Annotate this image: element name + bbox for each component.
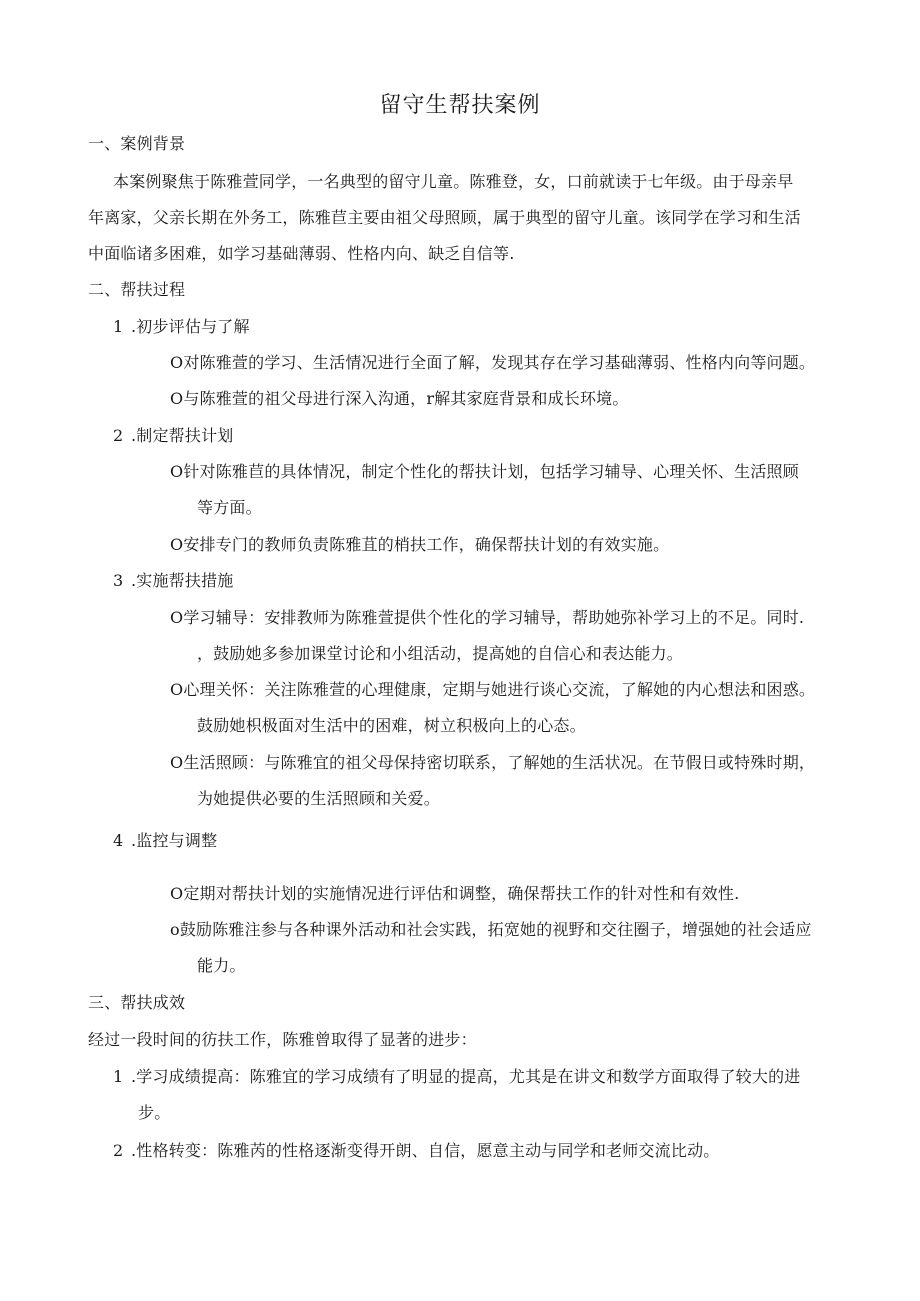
bullet-item: O心理关怀：关注陈雅萱的心理健康，定期与她进行谈心交流，了解她的内心想法和困惑。 <box>170 680 816 699</box>
bullet-item-continuation: 能力。 <box>197 956 246 975</box>
results-intro: 经过一段时间的彷扶工作，陈雅曾取得了显著的进步： <box>88 1030 477 1049</box>
bullet-item-continuation: 等方面。 <box>197 498 262 517</box>
bullet-item: O生活照顾：与陈雅宜的祖父母保持密切联系，了解她的生活状况。在节假日或特殊时期， <box>170 753 816 772</box>
background-paragraph-line-2: 年离家，父亲长期在外务工，陈雅苣主要由祖父母照顾，属于典型的留守儿童。该同学在学习和生活 <box>88 208 801 227</box>
step-title-plan: .制定帮扶计划 <box>131 426 234 445</box>
bullet-item: o鼓励陈雅注参与各种课外活动和社会实践，拓宽她的视野和交往圈子，增强她的社会适应 <box>170 920 812 939</box>
bullet-item: O学习辅导：安排教师为陈雅萱提供个性化的学习辅导，帮助她弥补学习上的不足。同时. <box>170 608 805 627</box>
step-number: 4 <box>113 831 124 850</box>
result-number: 1 <box>113 1067 124 1086</box>
bullet-item: O安排专门的教师负责陈雅苴的梢扶工作，确保帮扶计划的有效实施。 <box>170 535 670 554</box>
bullet-item-continuation: 鼓励她枳极面对生活中的困难，树立积极向上的心态。 <box>197 716 586 735</box>
bullet-item-continuation: 为她提供必要的生活照顾和关爱。 <box>197 789 441 808</box>
result-number: 2 <box>113 1141 124 1160</box>
step-title-implement: .实施帮扶措施 <box>131 571 234 590</box>
bullet-item: O定期对帮扶计划的实施情况进行评估和调整，确保帮扶工作的针对性和有效性. <box>170 884 740 903</box>
step-number: 2 <box>113 426 124 445</box>
step-number: 1 <box>113 317 124 336</box>
section-heading-background: 一、案例背景 <box>88 134 186 153</box>
result-item-grades: .学习成绩提高：陈雅宜的学习成绩有了明显的提高，尤其是在讲文和数学方面取得了较大的进 <box>131 1067 801 1086</box>
background-paragraph-line-3: 中面临诸多困难，如学习基础薄弱、性格内向、缺乏自信等. <box>88 244 515 263</box>
section-heading-results: 三、帮扶成效 <box>88 993 186 1012</box>
bullet-item: O对陈雅萱的学习、生活情况进行全面了解，发现其存在学习基础薄弱、性格内向等问题。 <box>170 353 816 372</box>
result-item-personality: .性格转变：陈雅芮的性格逐渐变得开朗、自信，愿意主动与同学和老师交流比动。 <box>131 1141 720 1160</box>
step-title-assessment: .初步评估与了解 <box>131 317 250 336</box>
result-item-continuation: 步。 <box>138 1103 171 1122</box>
step-number: 3 <box>113 571 124 590</box>
section-heading-process: 二、帮扶过程 <box>88 280 186 299</box>
bullet-item: O与陈雅萱的祖父母进行深入沟通，r解其家庭背景和成长环境。 <box>170 389 629 408</box>
step-title-monitor: .监控与调整 <box>131 831 218 850</box>
bullet-item-continuation: ，鼓励她多参加课堂讨论和小组活动，提高她的自信心和表达能力。 <box>197 644 684 663</box>
background-paragraph-line-1: 本案例聚焦于陈雅萱同学，一名典型的留守儿童。陈雅登，女，口前就读于七年级。由于母亲早 <box>113 172 794 191</box>
document-title: 留守生帮扶案例 <box>379 93 541 118</box>
bullet-item: O针对陈雅苣的具体情况，制定个性化的帮扶计划，包括学习辅导、心理关怀、生活照顾 <box>170 462 799 481</box>
